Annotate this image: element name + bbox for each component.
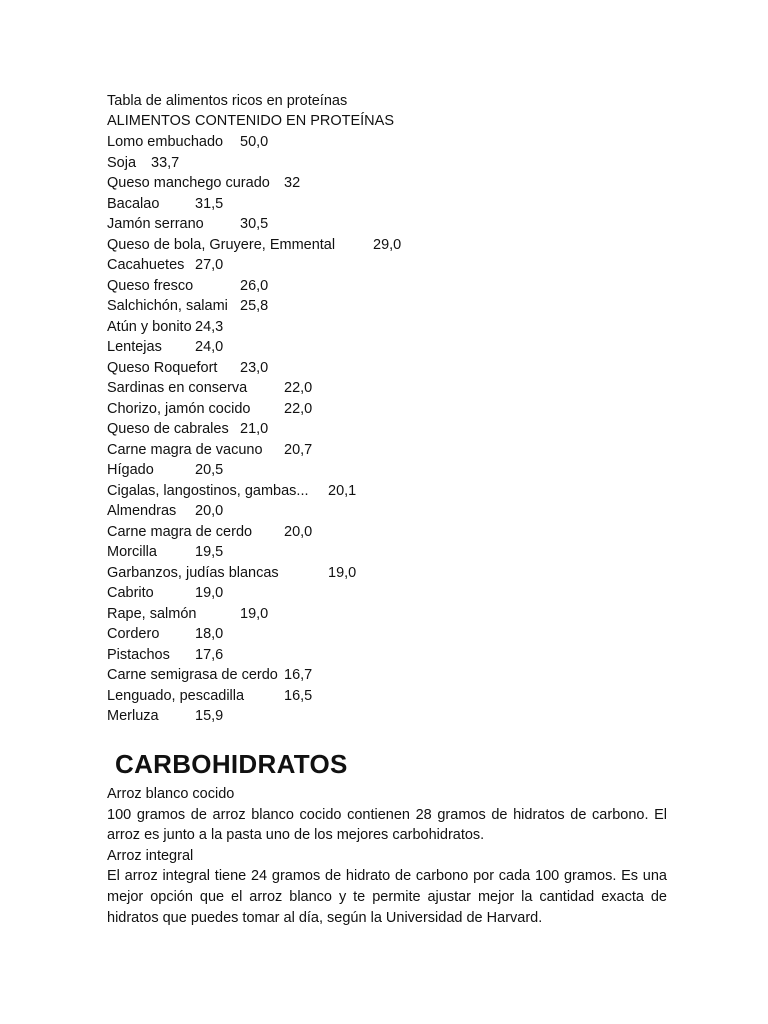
- table-row: [107, 624, 707, 645]
- food-name: Cordero: [107, 626, 160, 642]
- protein-value: 16,5: [284, 687, 313, 704]
- table-row: [107, 583, 707, 604]
- table-row: [107, 194, 707, 215]
- food-name: Cacahuetes: [107, 257, 185, 273]
- protein-value: 17,6: [195, 646, 224, 663]
- table-row: [107, 665, 707, 686]
- table-row: [107, 255, 707, 276]
- protein-value: 50,0: [240, 134, 269, 150]
- table-row: [107, 132, 707, 153]
- protein-value: 24,0: [195, 339, 224, 355]
- protein-value: 19,5: [195, 544, 224, 560]
- food-name: Cigalas, langostinos, gambas...: [107, 482, 309, 499]
- table-row: [107, 481, 707, 502]
- item-title: Arroz integral: [107, 847, 194, 864]
- protein-value: 30,5: [240, 216, 269, 232]
- food-name: Queso de cabrales: [107, 421, 229, 437]
- food-name: Bacalao: [107, 195, 160, 212]
- table-row: [107, 563, 707, 584]
- protein-value: 20,1: [328, 482, 357, 499]
- table-row: [107, 419, 707, 440]
- table-row: [107, 440, 707, 461]
- table-row: [107, 645, 707, 666]
- protein-value: 29,0: [373, 236, 402, 253]
- food-name: Queso Roquefort: [107, 359, 218, 376]
- protein-value: 16,7: [284, 667, 313, 683]
- protein-value: 20,0: [284, 523, 313, 540]
- protein-value: 26,0: [240, 277, 269, 294]
- table-row: [107, 214, 707, 235]
- protein-value: 20,7: [284, 441, 313, 458]
- table-row: [107, 542, 707, 563]
- protein-value: 27,0: [195, 257, 224, 273]
- protein-value: 18,0: [195, 626, 224, 642]
- table-row: [107, 378, 707, 399]
- food-name: Morcilla: [107, 544, 157, 560]
- table-row: [107, 317, 707, 338]
- table-row: [107, 235, 707, 256]
- table-row: [107, 358, 707, 379]
- food-name: Lomo embuchado: [107, 134, 224, 150]
- food-name: Hígado: [107, 462, 154, 478]
- protein-value: 19,0: [195, 585, 224, 601]
- header-foods: ALIMENTOS: [107, 113, 191, 129]
- table-row: [107, 153, 707, 174]
- item-paragraph: El arroz integral tiene 24 gramos de hidrato de carbono por cada 100 gramos. Es una mejor opción que el arroz blanco y te permite ajustar mejor la cantidad exacta de hidratos que puedes tomar al día, según la Universidad de Harvard.: [107, 868, 667, 926]
- table-row: [107, 337, 707, 358]
- protein-value: 19,0: [328, 564, 357, 581]
- document-title: Tabla de alimentos ricos en proteínas: [107, 93, 348, 109]
- protein-value: 31,5: [195, 195, 224, 212]
- food-name: Chorizo, jamón cocido: [107, 400, 251, 417]
- table-row: [107, 501, 707, 522]
- food-name: Garbanzos, judías blancas: [107, 564, 279, 581]
- protein-value: 21,0: [240, 421, 269, 437]
- food-name: Queso fresco: [107, 277, 194, 294]
- food-name: Rape, salmón: [107, 605, 197, 622]
- food-name: Sardinas en conserva: [107, 380, 248, 396]
- item-title: Arroz blanco cocido: [107, 786, 235, 802]
- carbs-section: [107, 784, 667, 928]
- protein-value: 32: [284, 175, 301, 191]
- table-row: [107, 296, 707, 317]
- food-name: Carne semigrasa de cerdo: [107, 667, 278, 683]
- table-row: [107, 460, 707, 481]
- table-row: [107, 276, 707, 297]
- protein-table: [107, 132, 707, 727]
- protein-value: 15,9: [195, 708, 224, 724]
- protein-value: 22,0: [284, 400, 313, 417]
- protein-value: 19,0: [240, 605, 269, 622]
- item-paragraph: 100 gramos de arroz blanco cocido contienen 28 gramos de hidratos de carbono. El arroz es junto a la pasta uno de los mejores carbohidratos.: [107, 806, 667, 844]
- header-protein-content: CONTENIDO EN PROTEÍNAS: [195, 113, 394, 129]
- table-row: [107, 686, 707, 707]
- food-name: Carne magra de cerdo: [107, 523, 253, 540]
- table-header: [107, 111, 394, 131]
- food-name: Lentejas: [107, 339, 162, 355]
- food-name: Queso manchego curado: [107, 175, 270, 191]
- protein-value: 25,8: [240, 298, 269, 314]
- food-name: Atún y bonito: [107, 318, 192, 335]
- table-row: [107, 522, 707, 543]
- protein-value: 22,0: [284, 380, 313, 396]
- protein-value: 33,7: [151, 154, 180, 171]
- food-name: Lenguado, pescadilla: [107, 687, 245, 704]
- food-name: Pistachos: [107, 646, 170, 663]
- food-name: Queso de bola, Gruyere, Emmental: [107, 236, 336, 253]
- protein-value: 20,0: [195, 503, 224, 519]
- table-row: [107, 173, 707, 194]
- protein-value: 20,5: [195, 462, 224, 478]
- food-name: Jamón serrano: [107, 216, 204, 232]
- food-name: Carne magra de vacuno: [107, 441, 263, 458]
- food-name: Cabrito: [107, 585, 154, 601]
- carbs-heading: CARBOHIDRATOS: [115, 749, 348, 779]
- food-name: Soja: [107, 154, 137, 171]
- table-row: [107, 706, 707, 727]
- food-name: Almendras: [107, 503, 177, 519]
- protein-value: 23,0: [240, 359, 269, 376]
- food-name: Merluza: [107, 708, 159, 724]
- table-row: [107, 604, 707, 625]
- food-name: Salchichón, salami: [107, 298, 228, 314]
- table-row: [107, 399, 707, 420]
- protein-value: 24,3: [195, 318, 224, 335]
